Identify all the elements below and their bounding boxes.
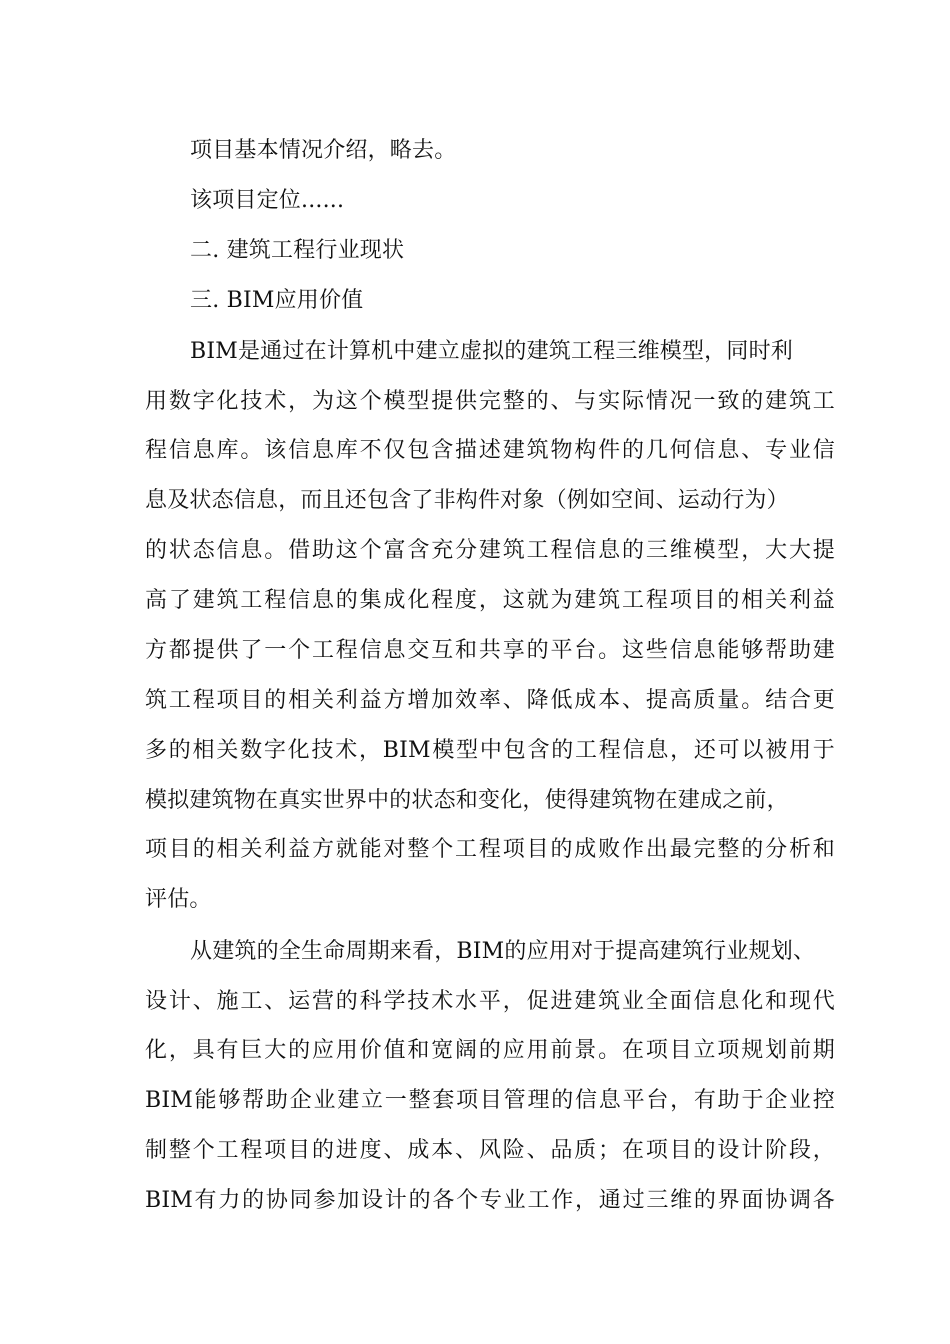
paragraph-2-line-4: BIM能够帮助企业建立一整套项目管理的信息平台，有助于企业控 bbox=[145, 1088, 835, 1113]
paragraph-1-line-2: 用数字化技术，为这个模型提供完整的、与实际情况一致的建筑工 bbox=[145, 389, 835, 414]
paragraph-1-line-10: 模拟建筑物在真实世界中的状态和变化，使得建筑物在建成之前， bbox=[145, 788, 789, 813]
paragraph-1-line-4: 息及状态信息，而且还包含了非构件对象（例如空间、运动行为） bbox=[145, 488, 789, 513]
paragraph-1-line-11: 项目的相关利益方就能对整个工程项目的成败作出最完整的分析和 bbox=[145, 837, 835, 862]
paragraph-1-line-5: 的状态信息。借助这个富含充分建筑工程信息的三维模型，大大提 bbox=[145, 538, 835, 563]
intro-line: 项目基本情况介绍，略去。 bbox=[190, 138, 457, 163]
paragraph-1-line-9: 多的相关数字化技术，BIM模型中包含的工程信息，还可以被用于 bbox=[145, 738, 835, 763]
paragraph-1-line-6: 高了建筑工程信息的集成化程度，这就为建筑工程项目的相关利益 bbox=[145, 588, 835, 613]
paragraph-2-line-6: BIM有力的协同参加设计的各个专业工作，通过三维的界面协调各 bbox=[145, 1188, 835, 1213]
positioning-line: 该项目定位...... bbox=[190, 188, 345, 213]
paragraph-1-line-1: BIM是通过在计算机中建立虚拟的建筑工程三维模型，同时利 bbox=[190, 339, 793, 364]
paragraph-2-line-5: 制整个工程项目的进度、成本、风险、品质；在项目的设计阶段， bbox=[145, 1138, 835, 1163]
paragraph-2-line-2: 设计、施工、运营的科学技术水平，促进建筑业全面信息化和现代 bbox=[145, 989, 835, 1014]
section-heading-2: 二. 建筑工程行业现状 bbox=[190, 238, 405, 263]
paragraph-1-line-12: 评估。 bbox=[145, 887, 212, 912]
paragraph-1-line-3: 程信息库。该信息库不仅包含描述建筑物构件的几何信息、专业信 bbox=[145, 438, 835, 463]
paragraph-2-line-1: 从建筑的全生命周期来看，BIM的应用对于提高建筑行业规划、 bbox=[190, 939, 816, 964]
paragraph-2-line-3: 化，具有巨大的应用价值和宽阔的应用前景。在项目立项规划前期 bbox=[145, 1038, 835, 1063]
paragraph-1-line-7: 方都提供了一个工程信息交互和共享的平台。这些信息能够帮助建 bbox=[145, 638, 835, 663]
paragraph-1-line-8: 筑工程项目的相关利益方增加效率、降低成本、提高质量。结合更 bbox=[145, 688, 835, 713]
section-heading-3: 三. BIM应用价值 bbox=[190, 288, 364, 313]
